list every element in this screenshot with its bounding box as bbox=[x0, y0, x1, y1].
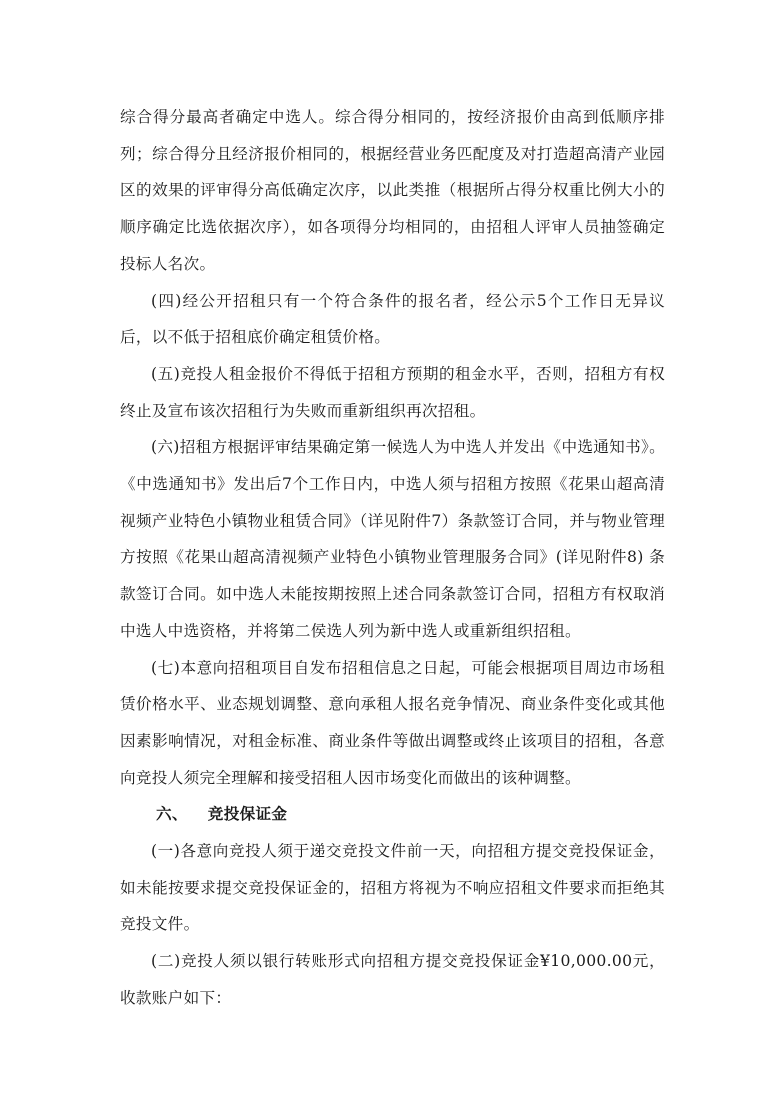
paragraph-item-5: (五)竞投人租金报价不得低于招租方预期的租金水平，否则，招租方有权终止及宣布该次招租行为失败而重新组织再次招租。 bbox=[120, 364, 665, 420]
section-title: 竞投保证金 bbox=[207, 805, 288, 824]
section-number: 六、 bbox=[156, 805, 188, 824]
section-heading-deposit bbox=[120, 796, 665, 833]
document-body bbox=[120, 99, 665, 1017]
paragraph-deposit-2: (二)竞投人须以银行转账形式向招租方提交竞投保证金¥10,000.00元，收款账户如下： bbox=[120, 952, 665, 1007]
paragraph-item-4: (四)经公开招租只有一个符合条件的报名者，经公示5个工作日无异议后，以不低于招租底价确定租赁价格。 bbox=[120, 291, 665, 347]
paragraph-deposit-1: (一)各意向竞投人须于递交竞投文件前一天，向招租方提交竞投保证金，如未能按要求提交竞投保证金的，招租方将视为不响应招租文件要求而拒绝其竞投文件。 bbox=[120, 842, 665, 934]
paragraph-item-6: (六)招租方根据评审结果确定第一候选人为中选人并发出《中选通知书》。《中选通知书》发出后7个工作日内，中选人须与招租方按照《花果山超高清视频产业特色小镇物业租赁合同》（详见附件7）条款签订合同，并与物业管理方按照《花果山超高清视频产业特色小镇物业管理服务合同》(详见附件8) 条款签订合同。如中选人未能按期按照上述合同条款签订合同，招租方有权取消中选人中选资格，并将第二侯选人列为新中选人或重新组织招租。 bbox=[120, 438, 665, 640]
paragraph-item-7: (七)本意向招租项目自发布招租信息之日起，可能会根据项目周边市场租赁价格水平、业态规划调整、意向承租人报名竞争情况、商业条件变化或其他因素影响情况，对租金标准、商业条件等做出调整或终止该项目的招租，各意向竞投人须完全理解和接受招租人因市场变化而做出的该种调整。 bbox=[120, 658, 665, 787]
paragraph-scoring-rules: 综合得分最高者确定中选人。综合得分相同的，按经济报价由高到低顺序排列；综合得分且经济报价相同的，根据经营业务匹配度及对打造超高清产业园区的效果的评审得分高低确定次序，以此类推（根据所占得分权重比例大小的顺序确定比选依据次序），如各项得分均相同的，由招租人评审人员抽签确定投标人名次。 bbox=[120, 108, 665, 273]
